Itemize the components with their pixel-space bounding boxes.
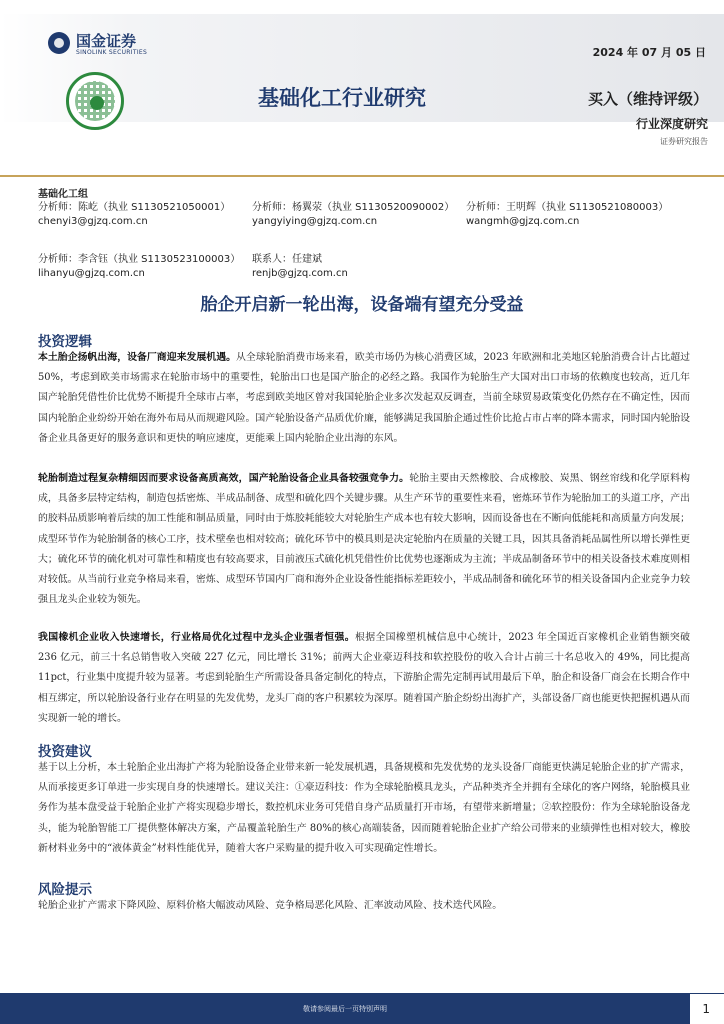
analyst-entry (38, 201, 252, 229)
logic-p1-body: 从全球轮胎消费市场来看，欧美市场仍为核心消费区域，2023 年欧洲和北美地区轮胎消费合计占比超过 50%，考虑到欧美市场需求在轮胎市场中的重要性，轮胎出口也是国产胎企的必经之路。我国作为轮胎生产大国对出口市场的依赖度也较高，近几年国产轮胎凭借性价比优势不断提升全球市占率，考虑到欧美地区曾对我国轮胎企业多次发起双反调查，当前全球贸易政策变化仍然存在不确定性，因而国内轮胎企业纷纷开始在海外布局从而规避风险。国产轮胎设备产品质优价廉，能够满足我国胎企通过性价比抢占市占率的降本需求，同时国内轮胎设备企业具备更好的服务意识和更快的响应速度，更能乘上国内轮胎企业出海的东风。 (38, 352, 690, 444)
logic-p2-body: 轮胎主要由天然橡胶、合成橡胶、炭黑、钢丝帘线和化学原料构成，具备多层特定结构，制造包括密炼、半成品制备、成型和硫化四个关键步骤。从生产环节的重要性来看，密炼环节作为轮胎加工的头道工序，产出的胶料品质影响着后续的加工性能和制品质量，同时由于炼胶耗能较大对轮胎生产成本也有较大影响，因而设备也在不断向低能耗和高质量方向发展；成型环节作为轮胎制备的核心工序，技术壁垒也相对较高；硫化环节中的模具则是决定轮胎内在质量的关键工具，因其具备消耗品属性所以增长弹性更大；硫化环节的硫化机对可靠性和精度也有较高要求，目前液压式硫化机凭借性价比优势也逐渐成为主流；半成品制备环节中的相关设备技术难度则相对较低。从当前行业竞争格局来看，密炼、成型环节国内厂商和海外企业设备性能指标差距较小，半成品制备和硫化环节的相关设备国内企业竞争力较强且龙头企业较为领先。 (38, 473, 690, 606)
advice-paragraph: 基于以上分析，本土轮胎企业出海扩产将为轮胎设备企业带来新一轮发展机遇，具备规模和先发优势的龙头设备厂商能更快满足轮胎企业的扩产需求，从而承接更多订单进一步实现自身的快速增长。建议关注：①豪迈科技：作为全球轮胎模具龙头，产品种类齐全并拥有全球化的客户网络，轮胎模具业务作为基本盘受益于轮胎企业扩产将实现稳步增长，数控机床业务可凭借自身产品质量打开市场，有望带来新增量；②软控股份：作为全球轮胎设备龙头，能为轮胎智能工厂提供整体解决方案，产品覆盖轮胎生产 80%的核心高端装备，因而随着轮胎企业扩产给公司带来的业绩弹性也相对较大，橡胶新材料业务中的“液体黄金”材料性能优异，随着大客户采购量的提升收入可实现确定性增长。 (38, 762, 690, 854)
logic-p1-lead: 本土胎企扬帆出海，设备厂商迎来发展机遇。 (38, 352, 237, 363)
qr-code-icon (66, 72, 124, 130)
analyst-name: 分析师：李含钰（执业 S1130523100003） (38, 254, 241, 265)
analyst-email[interactable]: chenyi3@gjzq.com.cn (38, 216, 148, 227)
logic-paragraph-2 (38, 469, 690, 610)
analyst-entry (252, 201, 466, 229)
analyst-name: 分析师：王明辉（执业 S1130521080003） (466, 202, 669, 213)
analyst-name: 分析师：陈屹（执业 S1130521050001） (38, 202, 231, 213)
report-title: 胎企开启新一轮出海，设备端有望充分受益 (200, 295, 524, 315)
risk-paragraph: 轮胎企业扩产需求下降风险、原料价格大幅波动风险、竞争格局恶化风险、汇率波动风险、技术迭代风险。 (38, 900, 503, 911)
disclaimer-note: 敬请参阅最后一页特别声明 (303, 1005, 387, 1013)
company-name-cn: 国金证券 (76, 32, 137, 50)
report-header (0, 0, 724, 180)
logic-p3-lead: 我国橡机企业收入快速增长，行业格局优化过程中龙头企业强者恒强。 (38, 632, 355, 643)
analyst-name: 分析师：杨翼荥（执业 S1130520090002） (252, 202, 455, 213)
report-date: 2024 年 07 月 05 日 (592, 46, 706, 59)
analyst-entry (38, 253, 252, 281)
analyst-block (38, 185, 708, 281)
section-heading-logic: 投资逻辑 (38, 334, 92, 350)
analyst-row-2 (38, 253, 708, 281)
analyst-email[interactable]: lihanyu@gjzq.com.cn (38, 268, 145, 279)
company-name-en: SINOLINK SECURITIES (76, 49, 148, 56)
header-divider (0, 175, 724, 177)
section-heading-risk: 风险提示 (38, 882, 92, 898)
page-number: 1 (702, 1002, 710, 1016)
industry-title: 基础化工行业研究 (258, 86, 426, 110)
company-logo (48, 30, 147, 56)
logic-p2-lead: 轮胎制造过程复杂精细因而要求设备高质高效，国产轮胎设备企业具备较强竞争力。 (38, 473, 410, 484)
analyst-group: 基础化工组 (38, 189, 88, 200)
section-heading-advice: 投资建议 (38, 744, 92, 760)
logic-paragraph-3 (38, 628, 690, 729)
contact-email[interactable]: renjb@gjzq.com.cn (252, 268, 348, 279)
analyst-entry (466, 201, 680, 229)
logic-p3-body: 根据全国橡塑机械信息中心统计，2023 年全国近百家橡机企业销售额突破 236 亿元，前三十名总销售收入突破 227 亿元，同比增长 31%；前两大企业豪迈科技和软控股份的收入合计占前三十名总收入的 49%，同比提高 11pct，行业集中度提升较为显著。考虑到轮胎生产所需设备具备定制化的特点，下游胎企需先定制再试用最后下单，胎企和设备厂商会在长期合作中相互绑定，所以轮胎设备行业存在明显的先发优势，龙头厂商的客户积累较为深厚。随着国产胎企纷纷出海扩产，头部设备厂商也能更快把握机遇从而实现新一轮的增长。 (38, 632, 690, 724)
logo-icon (48, 32, 70, 54)
logic-paragraph-1 (38, 348, 690, 449)
rating: 买入（维持评级） (587, 90, 708, 108)
analyst-row-1 (38, 201, 708, 229)
report-subtype: 证券研究报告 (660, 137, 708, 146)
analyst-email[interactable]: wangmh@gjzq.com.cn (466, 216, 580, 227)
contact-entry (252, 253, 466, 281)
report-type: 行业深度研究 (635, 117, 708, 131)
analyst-email[interactable]: yangyiying@gjzq.com.cn (252, 216, 378, 227)
contact-name: 联系人：任建斌 (252, 254, 322, 265)
